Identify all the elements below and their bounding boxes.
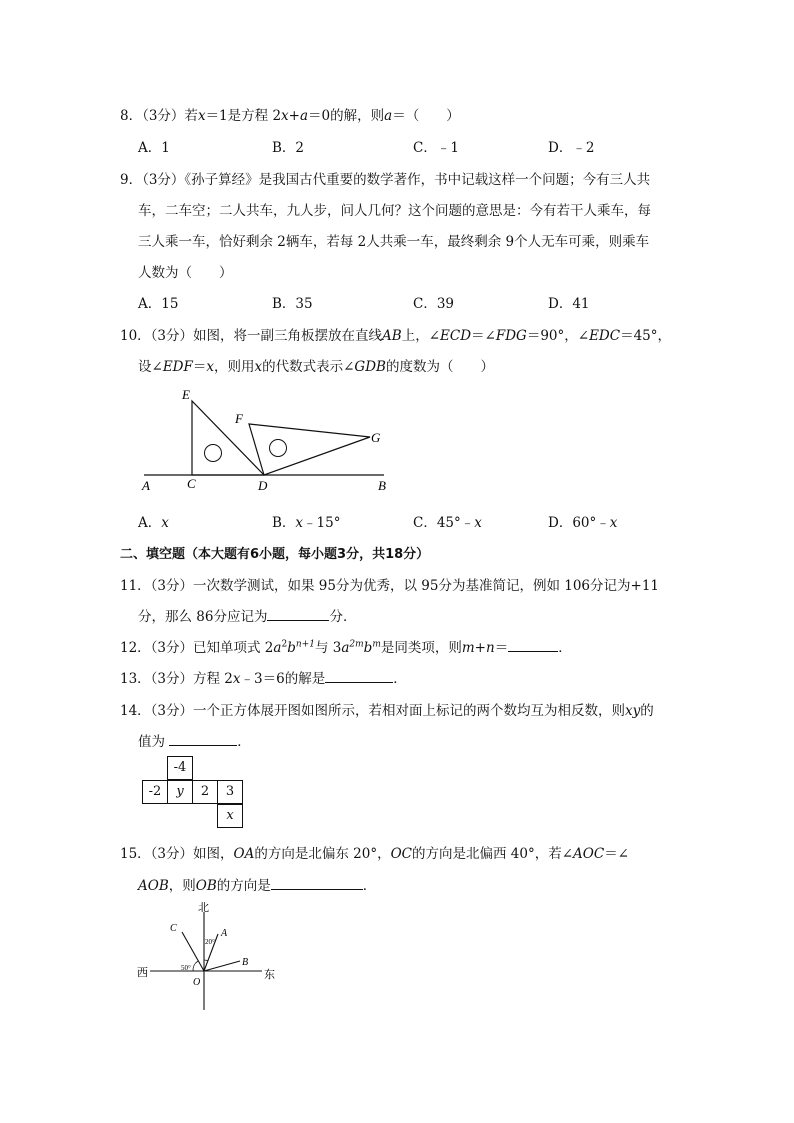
q9-option-a: A．15 bbox=[138, 296, 179, 312]
q12-answer-blank[interactable] bbox=[508, 639, 558, 652]
q14-line-1: 14．（3分）一个正方体展开图如图所示，若相对面上标记的两个数均互为相反数，则xy的 bbox=[120, 703, 654, 719]
q15-line-1: 15．（3分）如图，OA的方向是北偏东 20°，OC的方向是北偏西 40°，若∠AOC＝∠ bbox=[120, 846, 629, 862]
q15-line-2: AOB，则OB的方向是 ． bbox=[138, 878, 377, 894]
q10-option-a: A．x bbox=[138, 515, 169, 531]
angle-20-label: 20° bbox=[205, 938, 215, 946]
q11-line-1: 11．（3分）一次数学测试，如果 95分为优秀，以 95分为基准简记，例如 106分记为+11 bbox=[120, 578, 660, 594]
q10-option-c: C．45°﹣x bbox=[413, 515, 482, 531]
q8-option-d: D．﹣2 bbox=[548, 140, 595, 156]
label-c: C bbox=[187, 476, 196, 491]
ray-a-label: A bbox=[221, 928, 228, 939]
q10-line-2: 设∠EDF＝x，则用x的代数式表示∠GDB的度数为（ ） bbox=[138, 359, 494, 375]
q14-line-2: 值为 ． bbox=[138, 734, 251, 750]
q11-answer-blank[interactable] bbox=[267, 608, 329, 621]
q8-option-a: A．1 bbox=[138, 140, 170, 156]
net-cell-x: x bbox=[217, 804, 243, 828]
q10-option-b: B．x﹣15° bbox=[272, 515, 341, 531]
net-cell-y: y bbox=[167, 780, 193, 804]
q10-line-1: 10．（3分）如图，将一副三角板摆放在直线AB上，∠ECD＝∠FDG＝90°，∠EDC＝45°， bbox=[120, 328, 672, 344]
q13-stem: 13．（3分）方程 2x﹣3＝6的解是 ． bbox=[120, 671, 407, 687]
west-label: 西 bbox=[137, 967, 148, 979]
q9-line-1: 9．（3分）《孙子算经》是我国古代重要的数学著作，书中记载这样一个问题；今有三人共 bbox=[120, 172, 651, 188]
triangle-figure bbox=[138, 384, 398, 494]
ray-b-label: B bbox=[242, 957, 249, 968]
ray-c-label: C bbox=[170, 923, 177, 934]
east-label: 东 bbox=[264, 969, 275, 981]
q12-stem: 12．（3分）已知单项式 $2a^2b^{n+1}$与 $3a^{2m}b^m$是同类项，则m+n＝ ． bbox=[120, 639, 572, 656]
compass-figure bbox=[134, 898, 284, 1018]
section-heading: 二、填空题（本大题有6小题，每小题3分，共18分） bbox=[120, 547, 430, 562]
label-d: D bbox=[258, 478, 268, 493]
q9-option-c: C．39 bbox=[413, 296, 455, 312]
q14-answer-blank[interactable] bbox=[169, 733, 237, 746]
q9-line-3: 三人乘一车，恰好剩余 2辆车，若每 2人共乘一车，最终剩余 9个人无车可乘，则乘车 bbox=[138, 234, 650, 250]
q9-line-4: 人数为（ ） bbox=[138, 265, 233, 281]
origin-label: O bbox=[193, 977, 201, 988]
q10-option-d: D．60°﹣x bbox=[548, 515, 618, 531]
net-cell-left: -2 bbox=[142, 780, 168, 804]
q8-option-c: C．﹣1 bbox=[413, 140, 459, 156]
q15-answer-blank[interactable] bbox=[271, 877, 363, 890]
label-g: G bbox=[371, 430, 381, 445]
label-e: E bbox=[182, 387, 190, 402]
label-f: F bbox=[235, 411, 243, 426]
net-cell-top: -4 bbox=[167, 756, 193, 780]
north-label: 北 bbox=[198, 902, 209, 914]
q9-option-d: D．41 bbox=[548, 296, 590, 312]
q8-stem: 8．（3分）若x＝1是方程 2x+a＝0的解，则a＝（ ） bbox=[120, 108, 460, 124]
label-a: A bbox=[142, 478, 150, 493]
angle-50-label: 50° bbox=[181, 964, 191, 972]
label-b: B bbox=[378, 478, 386, 493]
net-cell-2: 2 bbox=[192, 780, 218, 804]
net-cell-3: 3 bbox=[217, 780, 243, 804]
q9-line-2: 车，二车空；二人共车，九人步，问人几何？这个问题的意思是：今有若干人乘车，每 bbox=[138, 203, 651, 219]
q9-option-b: B．35 bbox=[272, 296, 313, 312]
q11-line-2: 分，那么 86分应记为 分． bbox=[138, 609, 357, 625]
q8-option-b: B．2 bbox=[272, 140, 305, 156]
q13-answer-blank[interactable] bbox=[325, 670, 393, 683]
